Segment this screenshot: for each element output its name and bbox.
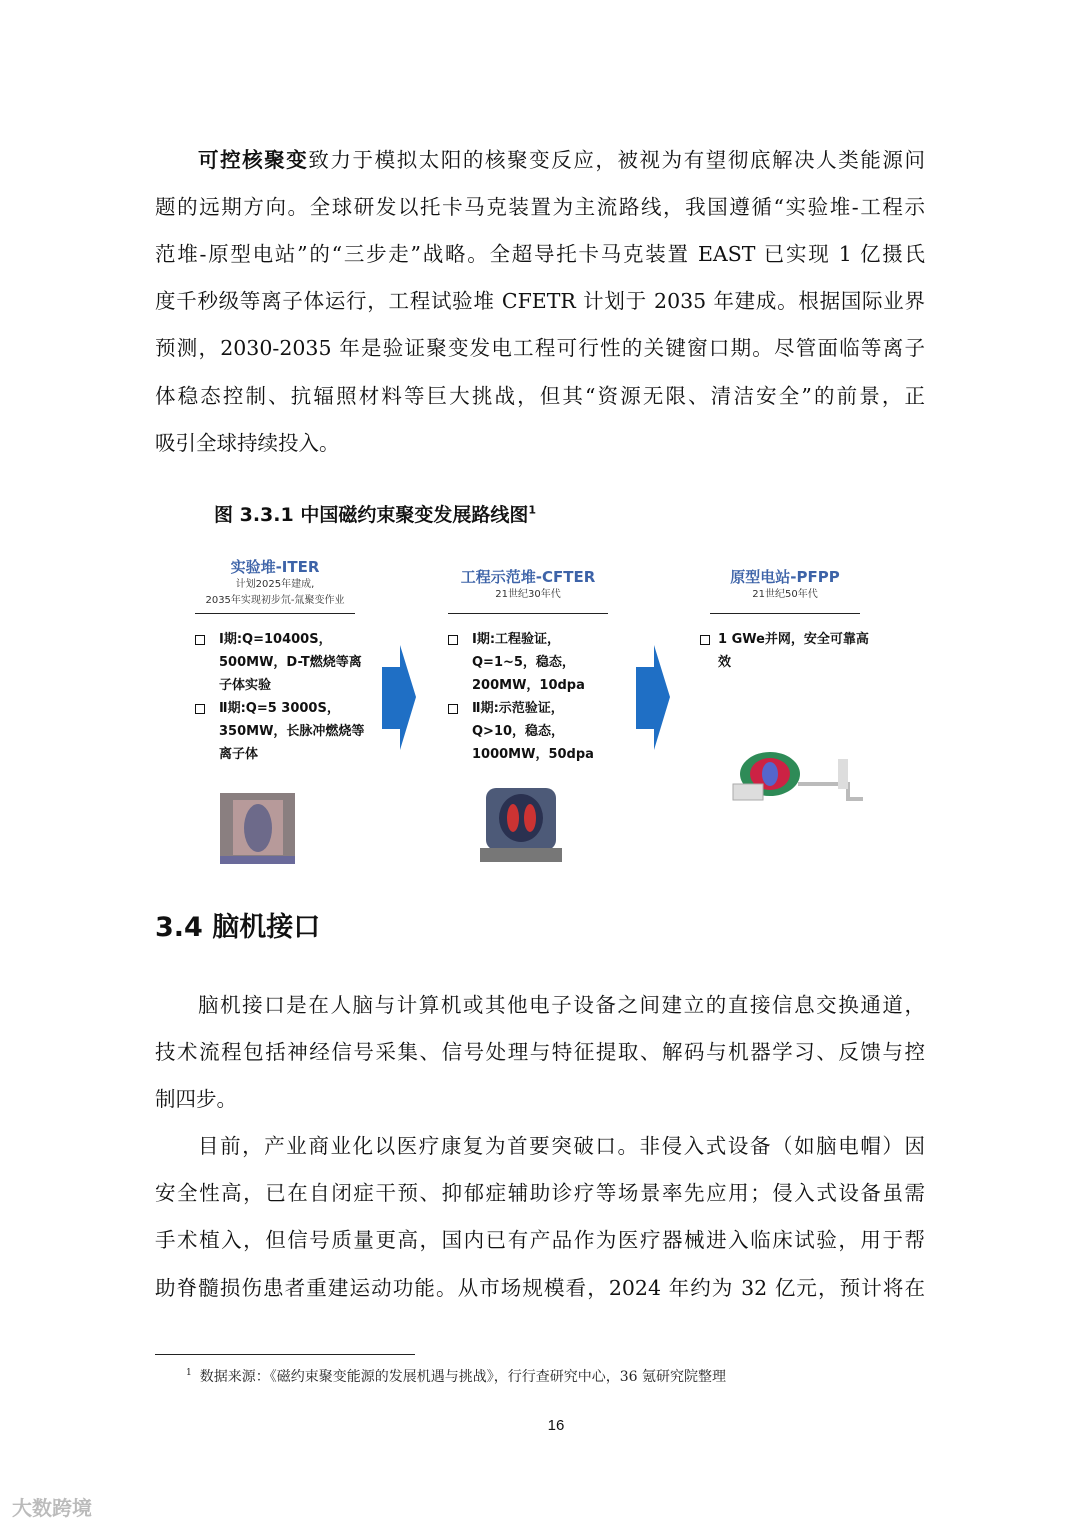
page-number: 16	[547, 1417, 565, 1434]
section-heading: 3.4 脑机接口	[155, 912, 321, 943]
arrow-right-icon	[382, 645, 416, 750]
footnote-divider	[155, 1354, 415, 1355]
stage-title: 原型电站-PFPP	[730, 568, 840, 586]
footnote-text: 数据来源：《磁约束聚变能源的发展机遇与挑战》，行行查研究中心，36 氪研究院整理	[199, 1369, 726, 1385]
footnote	[186, 1366, 726, 1386]
text-line: 吸引全球持续投入。	[155, 431, 340, 455]
text-line: 预测，2030-2035 年是验证聚变发电工程可行性的关键窗口期。尽管面临等离子	[155, 336, 925, 360]
bullet-text: Ⅱ期:Q=5 3000S，350MW，长脉冲燃烧等离子体	[219, 701, 365, 762]
pfpp-plant-image	[728, 744, 878, 814]
checkbox-icon	[448, 704, 458, 714]
stage-bullet	[448, 697, 598, 766]
stage-bullet	[448, 628, 598, 697]
footnote-ref: 1	[528, 503, 536, 517]
iter-reactor-image	[215, 788, 305, 868]
stage-title: 实验堆-ITER	[230, 558, 320, 576]
text-line: 范堆-原型电站”的“三步走”战略。全超导托卡马克装置 EAST 已实现 1 亿摄氏	[155, 242, 925, 266]
text-span: 致力于模拟太阳的核聚变反应，被视为有望彻底解决人类能源问	[308, 148, 925, 172]
checkbox-icon	[195, 704, 205, 714]
bullet-text: Ⅰ期:Q=10400S，500MW，D-T燃烧等离子体实验	[219, 632, 362, 693]
checkbox-icon	[195, 635, 205, 645]
stage-iter	[195, 556, 365, 872]
text-line: 安全性高，已在自闭症干预、抑郁症辅助诊疗等场景率先应用；侵入式设备虽需	[155, 1181, 925, 1205]
cfter-reactor-image	[478, 778, 568, 868]
figure-caption	[214, 500, 536, 527]
watermark: 大数跨境	[12, 1496, 92, 1520]
checkbox-icon	[700, 635, 710, 645]
caption-text: 图 3.3.1 中国磁约束聚变发展路线图	[214, 504, 529, 526]
stage-title: 工程示范堆-CFTER	[460, 568, 596, 586]
stage-bullet	[700, 628, 880, 674]
checkbox-icon	[448, 635, 458, 645]
text-line: 制四步。	[155, 1087, 237, 1111]
text-line: 题的远期方向。全球研发以托卡马克装置为主流路线，我国遵循“实验堆-工程示	[155, 195, 925, 219]
bullet-text: Ⅰ期:工程验证，Q=1~5，稳态，200MW，10dpa	[472, 632, 585, 693]
text-line: 技术流程包括神经信号采集、信号处理与特征提取、解码与机器学习、反馈与控	[155, 1040, 925, 1064]
bullet-text: 1 GWe并网，安全可靠高效	[718, 632, 869, 670]
divider	[195, 613, 355, 614]
stage-bullet	[195, 697, 365, 766]
stage-subtitle: 计划2025年建成,	[235, 579, 315, 590]
stage-subtitle: 21世纪30年代	[495, 589, 561, 600]
footnote-mark: 1	[186, 1368, 192, 1379]
stage-subtitle: 21世纪50年代	[752, 589, 818, 600]
bold-term: 可控核聚变	[198, 148, 309, 172]
text-line: 体稳态控制、抗辐照材料等巨大挑战，但其“资源无限、清洁安全”的前景，正	[155, 384, 925, 408]
text-line: 脑机接口是在人脑与计算机或其他电子设备之间建立的直接信息交换通道，	[198, 993, 925, 1017]
text-line	[198, 146, 925, 174]
stage-cfter	[448, 566, 608, 872]
stage-subtitle: 2035年实现初步氘-氚聚变作业	[205, 595, 345, 606]
stage-pfpp	[700, 566, 880, 818]
bullet-text: Ⅱ期:示范验证，Q>10，稳态，1000MW，50dpa	[472, 701, 594, 762]
arrow-right-icon	[636, 645, 670, 750]
divider	[448, 613, 608, 614]
text-line: 助脊髓损伤患者重建运动功能。从市场规模看，2024 年约为 32 亿元，预计将在	[155, 1276, 925, 1300]
stage-bullet	[195, 628, 365, 697]
text-line: 手术植入，但信号质量更高，国内已有产品作为医疗器械进入临床试验，用于帮	[155, 1228, 925, 1252]
text-line: 目前，产业商业化以医疗康复为首要突破口。非侵入式设备（如脑电帽）因	[198, 1134, 925, 1158]
divider	[710, 613, 860, 614]
text-line: 度千秒级等离子体运行，工程试验堆 CFETR 计划于 2035 年建成。根据国际业界	[155, 289, 925, 313]
